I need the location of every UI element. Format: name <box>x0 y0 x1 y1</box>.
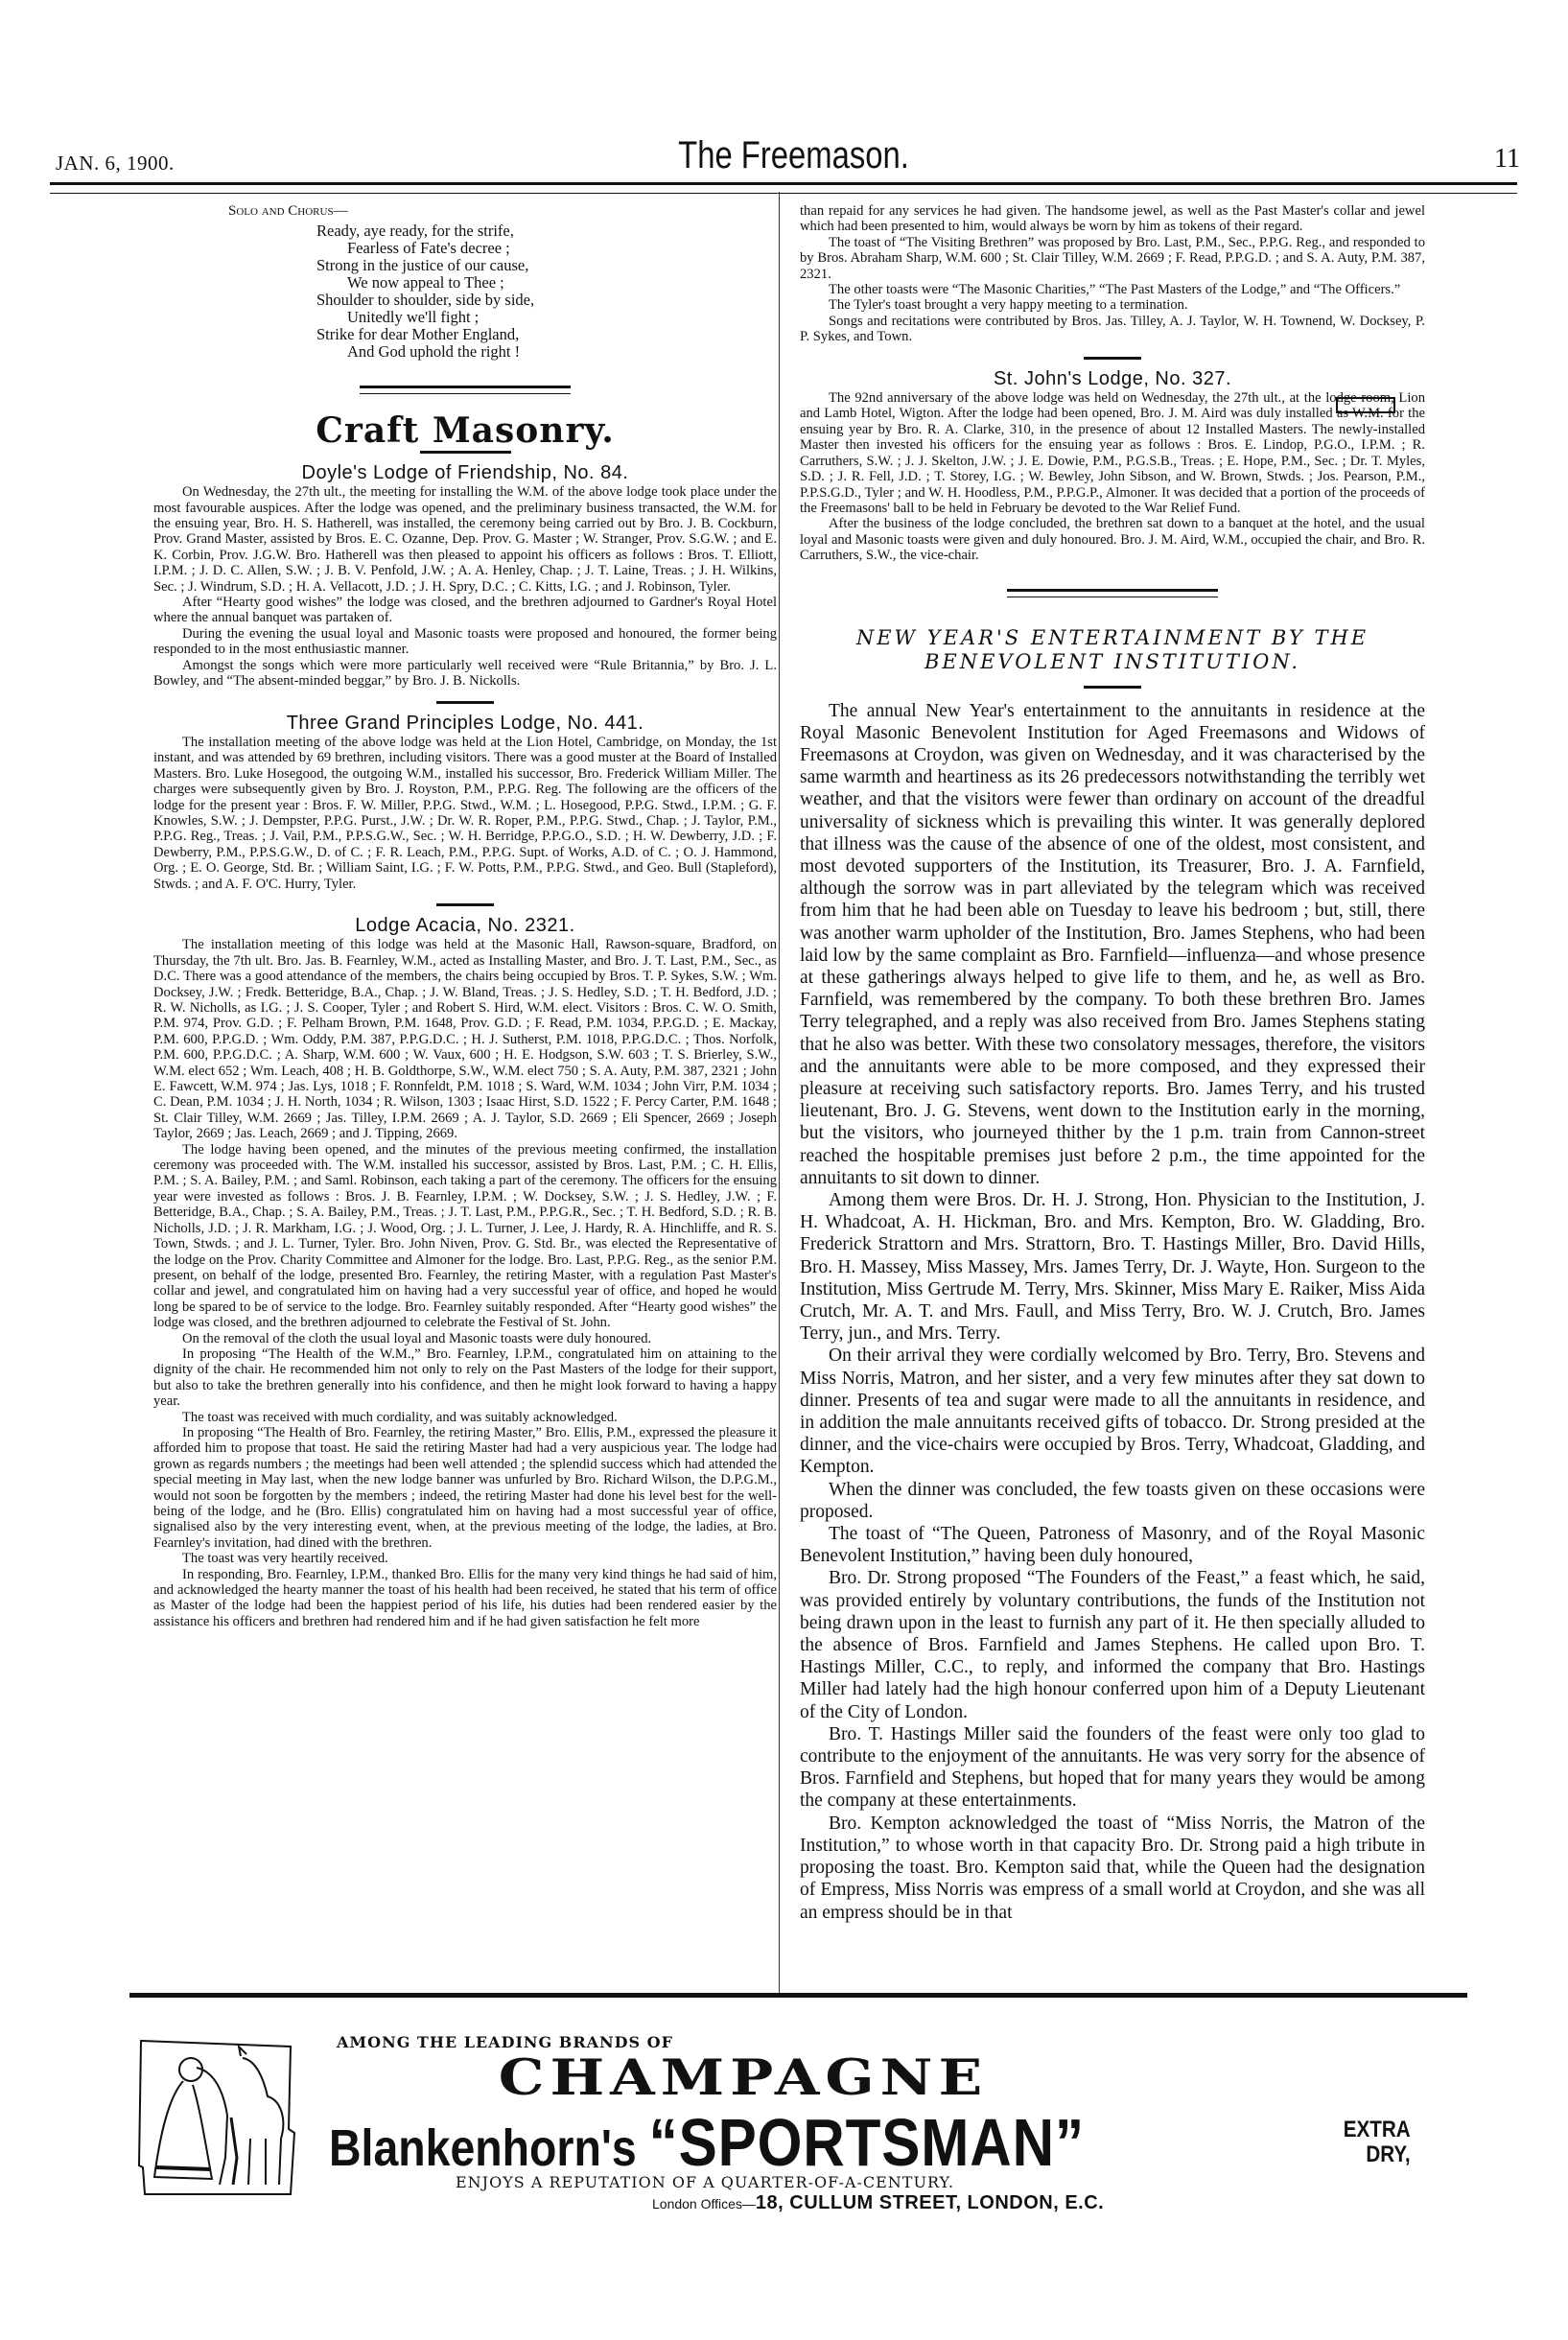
verse-line: Unitedly we'll fight ; <box>347 308 480 327</box>
paragraph: During the evening the usual loyal and Masonic toasts were proposed and honoured, the former being responded to in the most enthusiastic manner. <box>153 625 777 658</box>
divider <box>1084 357 1141 360</box>
paragraph: The other toasts were “The Masonic Charities,” “The Past Masters of the Lodge,” and “The Officers.” <box>829 282 1401 298</box>
lodge-acacia-heading: Lodge Acacia, No. 2321. <box>355 914 575 936</box>
ad-office-address <box>652 2192 1104 2214</box>
margin-stamp <box>1336 397 1395 413</box>
section-rule <box>360 386 571 394</box>
craft-masonry-title: Craft Masonry. <box>316 410 615 452</box>
advert-rule <box>129 1993 1467 1998</box>
doyles-lodge-article <box>153 484 777 689</box>
verse-line: Fearless of Fate's decree ; <box>347 239 510 258</box>
ad-headline: CHAMPAGNE <box>498 2049 989 2107</box>
paragraph: The Tyler's toast brought a very happy meeting to a termination. <box>829 297 1188 314</box>
dry-text: DRY, <box>1366 2141 1411 2167</box>
brand-name: Blankenhorn's <box>329 2119 637 2177</box>
ad-tagline: ENJOYS A REPUTATION OF A QUARTER-OF-A-CENTURY. <box>456 2173 955 2191</box>
paragraph: In proposing “The Health of Bro. Fearnley, the retiring Master,” Bro. Ellis, P.M., expressed the pleasure it afforded him to propose that toast. He said the retiring Master had had a very auspicious year. The lodge had grown as regards numbers ; the meetings had been well attended ; the splendid success which had attended the special meeting in May last, when the new lodge banner was unfurled by Bro. Richard Wilson, the D.P.G.M., would not soon be forgotten by the members ; indeed, the retiring Master had done his level best for the well-being of the lodge, and he (Bro. Ellis) congratulated him on having had a most successful year of office, signalised also by the very interesting event, when, at the previous meeting of the lodge, the ladies, at Bro. Fearnley's invitation, had dined with the brethren. <box>153 1424 777 1551</box>
heading-line: NEW YEAR'S ENTERTAINMENT BY THE <box>855 625 1369 649</box>
verse-line: Ready, aye ready, for the strife, <box>316 222 514 241</box>
paragraph: The toast of “The Queen, Patroness of Masonry, and of the Royal Masonic Benevolent Institution,” having been duly honoured, <box>800 1524 1425 1567</box>
extra-dry-label <box>1344 2118 1411 2167</box>
paragraph: Bro. Dr. Strong proposed “The Founders of the Feast,” a feast which, he said, was provided entirely by voluntary contributions, the funds of the Institution not being drawn upon in the least to furnish any part of it. He then specially alluded to the absence of Bros. Farnfield and James Stephens. He called upon Bro. T. Hastings Miller, C.C., to reply, and informed the company that Bro. Hastings Miller had lately had the high honour conferred upon him of a Deputy Lieutenant of the City of London. <box>800 1568 1425 1722</box>
paragraph: The installation meeting of the above lodge was held at the Lion Hotel, Cambridge, on Monday, the 1st instant, and was attended by 69 brethren, including visitors. There was a good muster at the Board of Installed Masters. Bro. Luke Hosegood, the outgoing W.M., installed his successor, Bro. Frederick William Miller. The charges were subsequently given by Bro. J. Royston, P.M., P.P.G. Reg. The following are the officers of the lodge for the present year : Bros. F. W. Miller, P.P.G. Stwd., W.M. ; L. Hosegood, P.P.G. Stwd., I.P.M. ; G. F. Knowles, S.W. ; J. Dempster, P.P.G. Purst., J.W. ; Dr. W. R. Roper, P.M., P.P.G. Stwd., Chap. ; J. Taylor, P.M., P.P.G. Reg., Treas. ; J. Vail, P.M., P.P.S.G.W., Sec. ; W. H. Berridge, P.P.G.O., S.D. ; H. W. Dewberry, J.D. ; F. Dewberry, P.M., P.P.S.G.W., D. of C. ; F. R. Leach, P.M., P.P.G. Supt. of Works, A.D. of C. ; O. J. Hammond, Org. ; E. O. George, Std. Br. ; William Saint, I.G. ; F. W. Potts, P.M., P.P.G. Stwd., and Geo. Bull (Stapleford), Stwds. ; and A. F. O'C. Hurry, Tyler. <box>153 734 777 892</box>
office-label: London Offices— <box>652 2196 756 2211</box>
benevolent-institution-heading <box>800 626 1425 674</box>
page-number: 11 <box>1494 144 1520 174</box>
divider <box>1084 686 1141 689</box>
paragraph: Among them were Bros. Dr. H. J. Strong, Hon. Physician to the Institution, J. H. Whadcoat, A. H. Hickman, Bro. and Mrs. Kempton, Bro. W. Gladding, Bro. Frederick Strattorn and Mrs. Strattorn, Bro. T. Hastings Miller, Bro. David Hills, Bro. H. Massey, Miss Massey, Mrs. James Terry, Dr. J. Wayte, Hon. Surgeon to the Institution, Miss Gertrude M. Terry, Mrs. Skinner, Miss Mary E. Raiker, Miss Aida Crutch, Mr. A. T. and Mrs. Faull, and Miss Terry, Bro. W. J. Crutch, Bro. James Terry, jun., and Mrs. Terry. <box>800 1190 1425 1345</box>
lodge-acacia-article <box>153 937 777 1629</box>
divider <box>420 451 511 454</box>
divider <box>436 903 494 906</box>
paragraph: After “Hearty good wishes” the lodge was closed, and the brethren adjourned to Gardner's Royal Hotel where the annual banquet was partaken of. <box>153 595 777 626</box>
verse-line: Strike for dear Mother England, <box>316 325 520 344</box>
paragraph: than repaid for any services he had given. The handsome jewel, as well as the Past Master's collar and jewel which had been presented to him, would always be worn by him as tokens of their regard. <box>800 203 1425 235</box>
lodge-acacia-continued <box>800 203 1425 345</box>
paragraph: On their arrival they were cordially welcomed by Bro. Terry, Bro. Stevens and Miss Norris, Matron, and her sister, and a very few minutes after they sat down to dinner. Presents of tea and sugar were made to all the annuitants in residence, and in addition the male annuitants received gifts of tobacco. Dr. Strong presided at the dinner, and the vice-chairs were occupied by Bros. Terry, Whadcoat, Gladding, and Kempton. <box>800 1346 1425 1478</box>
heading-line: BENEVOLENT INSTITUTION. <box>924 649 1301 673</box>
paragraph: When the dinner was concluded, the few toasts given on these occasions were proposed. <box>800 1479 1425 1522</box>
ad-intro: AMONG THE LEADING BRANDS OF <box>337 2033 673 2051</box>
doyles-lodge-heading: Doyle's Lodge of Friendship, No. 84. <box>301 461 629 483</box>
three-grand-principles-article <box>153 735 777 892</box>
paragraph: Bro. Kempton acknowledged the toast of “Miss Norris, the Matron of the Institution,” to whose worth in that capacity Bro. Dr. Strong paid a high tribute in proposing the toast. Bro. Kempton said that, while the Queen had the designation of Empress, Miss Norris was empress of a small world at Croydon, and she was all an empress should be in that <box>800 1813 1425 1923</box>
paragraph: In proposing “The Health of the W.M.,” Bro. Fearnley, I.P.M., congratulated him on attaining to the dignity of the chair. He recommended him not only to rely on the Past Masters of the lodge for their support, but also to take the brethren generally into his confidence, and then he might look forward to having a happy year. <box>153 1346 777 1410</box>
column-divider <box>779 192 780 1995</box>
solo-and-chorus-label: Solo and Chorus— <box>228 203 348 219</box>
paragraph: The toast was very heartily received. <box>182 1551 388 1567</box>
champagne-advertisement <box>129 2024 1491 2213</box>
section-rule <box>1007 589 1218 597</box>
paragraph: The toast of “The Visiting Brethren” was proposed by Bro. Last, P.M., Sec., P.P.G. Reg., and responded to by Bros. Abraham Sharp, W.M. 600 ; St. Clair Tilley, W.M. 2669 ; F. Read, P.P.G.D. ; and S. A. Auty, P.M. 387, 2321. <box>800 234 1425 282</box>
verse-line: We now appeal to Thee ; <box>347 273 504 292</box>
paragraph: The 92nd anniversary of the above lodge was held on Wednesday, the 27th ult., at the lodge room, Lion and Lamb Hotel, Wigton. After the lodge had been opened, Bro. J. M. Aird was duly installed as W.M. for the ensuing year by Bro. R. A. Clarke, 310, in the presence of about 12 Installed Masters. The newly-installed Master then invested his officers for the ensuing year as follows : Bros. E. Lindop, P.G.O., I.P.M. ; R. Carruthers, S.W. ; J. J. Skelton, J.W. ; J. E. Dowie, P.M., P.G.S.B., Treas. ; E. Hope, P.M., Sec. ; Dr. T. Myles, S.D. ; J. R. Fell, J.D. ; T. Storey, I.G. ; W. Bewley, John Sibson, and W. Brown, Stwds. ; Jos. Pearson, P.M., P.P.S.G.D., Tyler ; and W. H. Hoodless, P.M., P.P.G.P., Almoner. It was decided that a portion of the proceeds of the Freemasons' ball to be held in February be devoted to the War Relief Fund. <box>800 390 1425 516</box>
paragraph: The lodge having been opened, and the minutes of the previous meeting confirmed, the installation ceremony was proceeded with. The W.M. installed his successor, assisted by Bros. Last, P.M. ; C. H. Ellis, P.M. ; S. A. Bailey, P.M. ; and Saml. Robinson, each taking a part of the ceremony. The officers for the ensuing year were invested as follows : Bros. J. B. Fearnley, I.P.M. ; W. Docksey, S.W. ; J. S. Hedley, J.W. ; F. Betteridge, B.A., Chap. ; S. A. Bailey, P.M., Treas. ; J. T. Last, P.M., P.P.G.R., Sec. ; T. H. Bedford, S.D. ; R. B. Nicholls, J.D. ; J. R. Markham, I.G. ; J. Wood, Org. ; J. L. Turner, J. Lee, J. Hardy, R. A. Hinchliffe, and R. S. Town, Stwds. ; and J. L. Turner, Tyler. Bro. John Niven, Prov. G. Std. Br., was elected the Representative of the lodge on the Prov. Charity Committee and Almoner for the lodge. Bro. Last, P.P.G. Reg., as the senior P.M. present, on behalf of the lodge, presented Bro. Fearnley, the retiring Master, with a regulation Past Master's collar and jewel, and congratulated him on having had a very successful year of office, and hoped he would long be spared to be of service to the lodge. Bro. Fearnley suitably responded. After “Hearty good wishes” the lodge was closed, and the brethren adjourned to celebrate the Festival of St. John. <box>153 1141 777 1331</box>
three-grand-principles-heading: Three Grand Principles Lodge, No. 441. <box>286 712 644 734</box>
paragraph: In responding, Bro. Fearnley, I.P.M., thanked Bro. Ellis for the many very kind things he had said of him, and acknowledged the hearty manner the toast of his health had been received, he stated that his term of office as Master of the lodge had been the happiest period of his life, his duties had been rendered easier by the assistance his officers and brethren had rendered him and if he had given satisfaction he felt more <box>153 1566 777 1629</box>
product-name: “SPORTSMAN” <box>648 2105 1085 2180</box>
paragraph: The toast was received with much cordiality, and was suitably acknowledged. <box>182 1409 618 1425</box>
paragraph: On Wednesday, the 27th ult., the meeting for installing the W.M. of the above lodge took place under the most favourable auspices. After the lodge was opened, and the preliminary business transacted, the W.M. for the ensuing year, Bro. H. S. Hatherell, was installed, the ceremony being carried out by Bro. J. B. Cockburn, Prov. Grand Master, assisted by Bros. E. C. Ozanne, Dep. Prov. G. Master ; W. Stranger, Prov. S.G.W. ; and E. K. Corbin, Prov. J.G.W. Bro. Hatherell was then pleased to appoint his officers as follows : Bros. T. Elliott, I.P.M. ; J. D. C. Allen, S.W. ; J. B. V. Penfold, J.W. ; A. A. Henley, Chap. ; J. T. Laine, Treas. ; J. H. Wilkins, Sec. ; J. Windrum, S.D. ; H. A. Vellacott, J.D. ; J. H. Spry, D.C. ; C. Kitts, I.G. ; and J. Robinson, Tyler. <box>153 484 777 595</box>
right-column <box>800 203 1425 1924</box>
masthead-rule <box>50 182 1517 194</box>
paragraph: The installation meeting of this lodge was held at the Masonic Hall, Rawson-square, Bradford, on Thursday, the 7th ult. Bro. Jas. B. Fearnley, W.M., acted as Installing Master, and Bro. J. T. Last, P.M., Sec., as D.C. There was a good attendance of the members, the chairs being occupied by Bros. T. P. Sykes, S.W. ; Wm. Docksey, J.W. ; Fredk. Betteridge, B.A., Chap. ; J. W. Bland, Treas. ; J. S. Hedley, S.D. ; T. H. Bedford, J.D. ; R. W. Nicholls, as I.G. ; J. S. Cooper, Tyler ; and Robert S. Hird, W.M. elect. Visitors : Bros. C. W. O. Smith, P.M. 974, Prov. G.D. ; F. Pelham Brown, P.M. 1648, Prov. G.D. ; F. Read, P.M. 1034, P.P.G.D. ; E. Mackay, P.M. 600, P.P.G.D. ; Wm. Oddy, P.M. 387, P.P.G.D.C. ; H. J. Sutherst, P.M. 1018, P.P.G.D.C. ; Thos. Norfolk, P.M. 600, P.P.G.D.C. ; A. Sharp, W.M. 600 ; W. Vaux, 600 ; H. E. Hodgson, S.W. 603 ; T. S. Brierley, S.W., W.M. elect 652 ; Wm. Leach, 408 ; H. B. Goldthorpe, S.W., W.M. elect 750 ; S. A. Auty, P.M. 387, 2321 ; John E. Fawcett, W.M. 974 ; Jas. Lys, 1018 ; F. Ronnfeldt, P.M. 1018 ; S. Ward, W.M. 1034 ; John Virr, P.M. 1034 ; C. Dean, P.M. 1034 ; J. H. North, 1034 ; R. Wilson, 1303 ; Isaac Hirst, S.D. 1522 ; F. Percy Carter, P.M. 1648 ; St. Clair Tilley, W.M. 2669 ; Jas. Tilley, I.P.M. 2669 ; A. J. Taylor, S.D. 2669 ; Eli Spencer, 2669 ; Joseph Taylor, 2669 ; Jas. Leach, 2669 ; and J. Tipping, 2669. <box>153 937 777 1142</box>
verse-line: Shoulder to shoulder, side by side, <box>316 291 535 310</box>
paragraph: Bro. T. Hastings Miller said the founders of the feast were only too glad to contribute to the enjoyment of the annuitants. He was very sorry for the absence of Bros. Farnfield and Stephens, but hoped that for many years they would be among the company at these entertainments. <box>800 1723 1425 1812</box>
office-street: 18, CULLUM STREET, LONDON, E.C. <box>755 2192 1105 2213</box>
paragraph: After the business of the lodge concluded, the brethren sat down to a banquet at the hotel, and the usual loyal and Masonic toasts were given and duly honoured. Bro. J. M. Aird, W.M., occupied the chair, and Bro. R. Carruthers, S.W., the vice-chair. <box>800 516 1425 564</box>
st-johns-lodge-article <box>800 390 1425 563</box>
paragraph: The annual New Year's entertainment to the annuitants in residence at the Royal Masonic Benevolent Institution for Aged Freemasons and Widows of Freemasons at Croydon, was given on Wednesday, and it was characterised by the same warmth and heartiness as its 26 predecessors notwithstanding the terribly wet weather, and that the visitors were fewer than ordinary on account of the dreadful universality of sickness which is prevailing this winter. It was generally deplored that illness was the cause of the absence of one of the oldest, most consistent, and most devoted supporters of the Institution, its Treasurer, Bro. J. A. Farnfield, although the sorrow was in part alleviated by the telegram which was received from him that he had been able on Tuesday to leave his bedroom ; but, still, there was another warm upholder of the Institution, Bro. James Stephens, who had been laid low by the same complaint as Bro. Farnfield—influenza—and whose presence at these gatherings always helped to give life to them, and he, as well as Bro. Farnfield, was remembered by the company. To both these brethren Bro. James Terry telegraphed, and a reply was also received from Bro. James Stephens stating that he also was better. With these two consolatory messages, therefore, the visitors and the annuitants were able to be more composed, and they expressed their pleasure at receiving such satisfactory reports. Bro. James Terry, and his trusted lieutenant, Bro. J. G. Stevens, went down to the Institution early in the morning, but the visitors, who journeyed thither by the 1 p.m. train from Cannon-street reached the hospitable premises just before 2 p.m., the time appointed for the annuitants to sit down to dinner. <box>800 700 1425 1188</box>
benevolent-institution-article <box>800 700 1425 1924</box>
extra-text: EXTRA <box>1343 2117 1411 2142</box>
paragraph: Songs and recitations were contributed by Bros. Jas. Tilley, A. J. Taylor, W. H. Townend, W. Docksey, P. P. Sykes, and Town. <box>800 313 1425 345</box>
song-verse <box>316 222 777 361</box>
newspaper-title: The Freemason. <box>678 134 909 176</box>
left-column <box>153 203 777 1629</box>
paragraph: Amongst the songs which were more particularly well received were “Rule Britannia,” by Bro. J. L. Bowley, and “The absent-minded beggar,” by Bro. J. B. Nickolls. <box>153 657 777 690</box>
ad-brand-line <box>329 2104 1085 2181</box>
st-johns-lodge-heading: St. John's Lodge, No. 327. <box>993 367 1232 389</box>
paragraph: On the removal of the cloth the usual loyal and Masonic toasts were duly honoured. <box>182 1330 652 1346</box>
verse-line: Strong in the justice of our cause, <box>316 256 529 275</box>
issue-date: JAN. 6, 1900. <box>56 152 175 175</box>
divider <box>436 701 494 704</box>
verse-line: And God uphold the right ! <box>347 342 521 362</box>
